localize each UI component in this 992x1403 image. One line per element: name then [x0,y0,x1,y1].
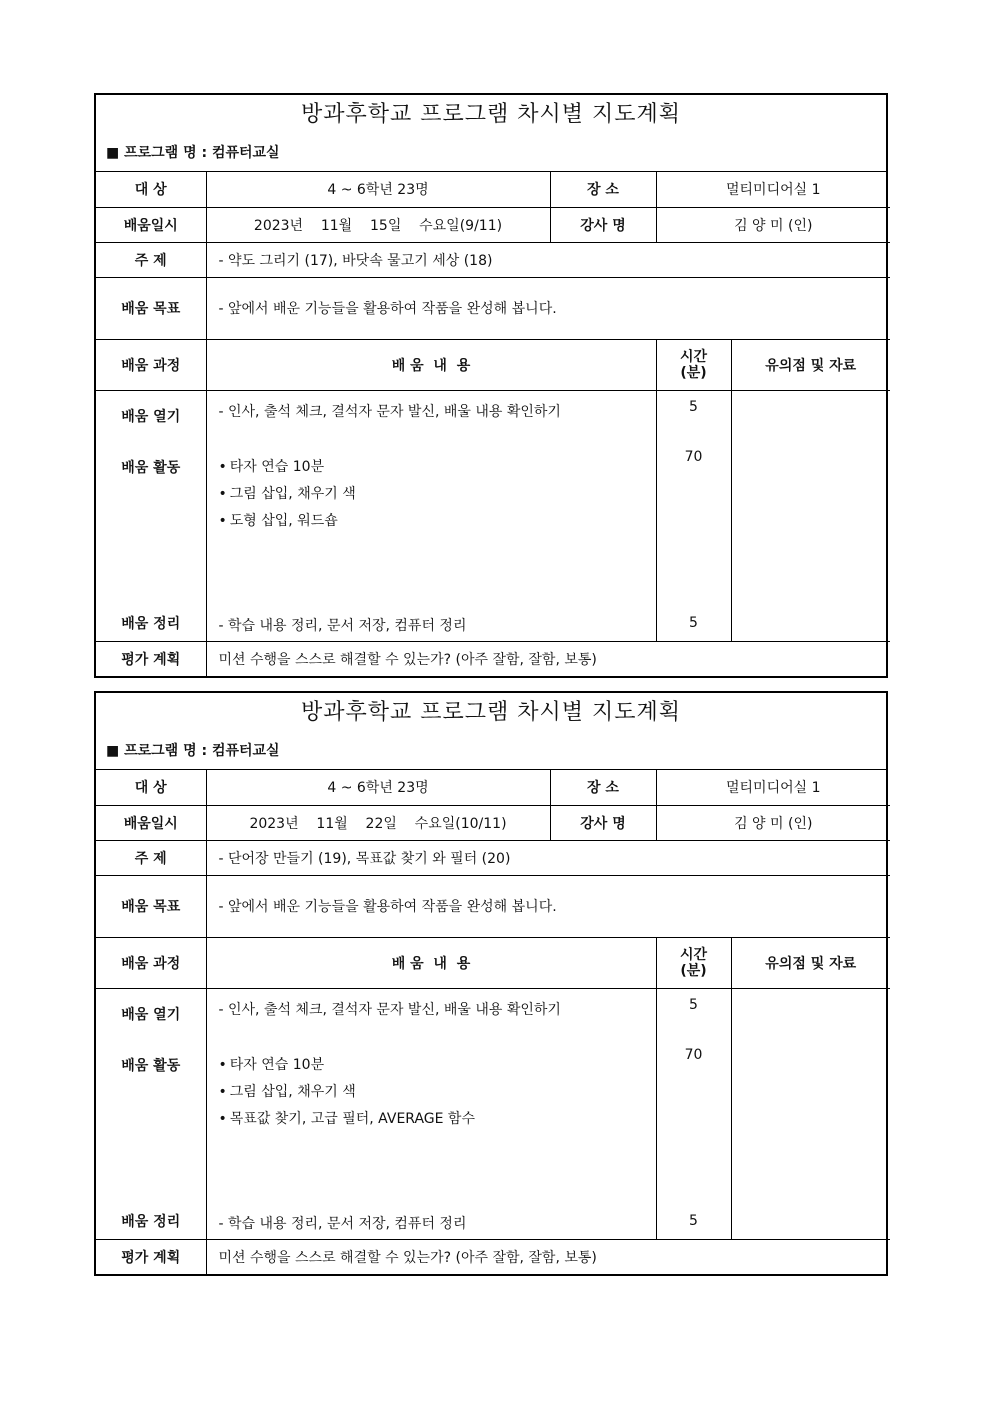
process-header: 배움 과정 [96,937,206,988]
teacher-label: 강사 명 [550,207,656,242]
target-label: 대 상 [96,172,206,207]
teacher-label: 강사 명 [550,805,656,840]
date-value: 2023년 11월 22일 수요일(10/11) [206,805,550,840]
goal-label: 배움 목표 [96,277,206,339]
goal-label: 배움 목표 [96,875,206,937]
topic-value: - 단어장 만들기 (19), 목표값 찾기 와 필터 (20) [206,840,890,875]
time-open: 5 [689,398,698,415]
activity-item: • 도형 삽입, 워드숍 [207,510,656,530]
topic-value: - 약도 그리기 (17), 바닷속 물고기 세상 (18) [206,242,890,277]
step-close: 배움 정리 [121,615,181,632]
time-open: 5 [689,996,698,1013]
time-header-line2: (분) [680,364,707,381]
topic-label: 주 제 [96,242,206,277]
teacher-value: 김 양 미 (인) [656,805,890,840]
program-name: ■ 프로그램 명 : 컴퓨터교실 [96,135,886,172]
content-header: 배 움 내 용 [206,937,656,988]
notes-column [731,390,890,641]
date-label: 배움일시 [96,805,206,840]
plan-title: 방과후학교 프로그램 차시별 지도계획 [300,102,681,127]
date-label: 배움일시 [96,207,206,242]
activity-item: • 타자 연습 10분 [207,456,656,476]
notes-header: 유의점 및 자료 [731,339,890,390]
notes-header: 유의점 및 자료 [731,937,890,988]
activity-item: • 타자 연습 10분 [207,1054,656,1074]
time-activity: 70 [684,1046,703,1063]
step-open: 배움 열기 [121,1006,181,1023]
target-value: 4 ~ 6학년 23명 [206,172,550,207]
open-content: - 인사, 출석 체크, 결석자 문자 발신, 배울 내용 확인하기 [218,403,561,420]
time-close: 5 [689,1212,698,1229]
notes-column [731,988,890,1239]
open-content: - 인사, 출석 체크, 결석자 문자 발신, 배울 내용 확인하기 [218,1001,561,1018]
teacher-value: 김 양 미 (인) [656,207,890,242]
topic-label: 주 제 [96,840,206,875]
place-label: 장 소 [550,172,656,207]
eval-label: 평가 계획 [96,641,206,676]
lesson-plan-1 [94,93,888,678]
step-activity: 배움 활동 [121,459,181,476]
goal-value: - 앞에서 배운 기능들을 활용하여 작품을 완성해 봅니다. [206,277,890,339]
activity-item: • 그림 삽입, 채우기 색 [207,1081,656,1101]
target-label: 대 상 [96,770,206,805]
place-value: 멀티미디어실 1 [656,770,890,805]
time-header-line2: (분) [680,962,707,979]
time-header [656,937,731,988]
close-content: - 학습 내용 정리, 문서 저장, 컴퓨터 정리 [218,617,467,634]
time-close: 5 [689,614,698,631]
target-value: 4 ~ 6학년 23명 [206,770,550,805]
content-column [206,390,656,641]
eval-label: 평가 계획 [96,1239,206,1274]
time-header-line1: 시간 [679,348,708,365]
eval-value: 미션 수행을 스스로 해결할 수 있는가? (아주 잘함, 잘함, 보통) [206,1239,890,1274]
step-close: 배움 정리 [121,1213,181,1230]
content-column [206,988,656,1239]
process-column [96,390,206,641]
place-label: 장 소 [550,770,656,805]
lesson-plan-2 [94,691,888,1276]
goal-value: - 앞에서 배운 기능들을 활용하여 작품을 완성해 봅니다. [206,875,890,937]
close-content: - 학습 내용 정리, 문서 저장, 컴퓨터 정리 [218,1215,467,1232]
place-value: 멀티미디어실 1 [656,172,890,207]
step-activity: 배움 활동 [121,1057,181,1074]
plan-table [96,172,890,676]
time-column [656,988,731,1239]
eval-value: 미션 수행을 스스로 해결할 수 있는가? (아주 잘함, 잘함, 보통) [206,641,890,676]
activity-item: • 목표값 찾기, 고급 필터, AVERAGE 함수 [207,1108,656,1128]
step-open: 배움 열기 [121,408,181,425]
activity-item: • 그림 삽입, 채우기 색 [207,483,656,503]
time-activity: 70 [684,448,703,465]
process-header: 배움 과정 [96,339,206,390]
content-header: 배 움 내 용 [206,339,656,390]
process-column [96,988,206,1239]
plan-table [96,770,890,1274]
time-column [656,390,731,641]
time-header-line1: 시간 [679,946,708,963]
program-name: ■ 프로그램 명 : 컴퓨터교실 [96,733,886,770]
date-value: 2023년 11월 15일 수요일(9/11) [206,207,550,242]
plan-title: 방과후학교 프로그램 차시별 지도계획 [300,700,681,725]
time-header [656,339,731,390]
